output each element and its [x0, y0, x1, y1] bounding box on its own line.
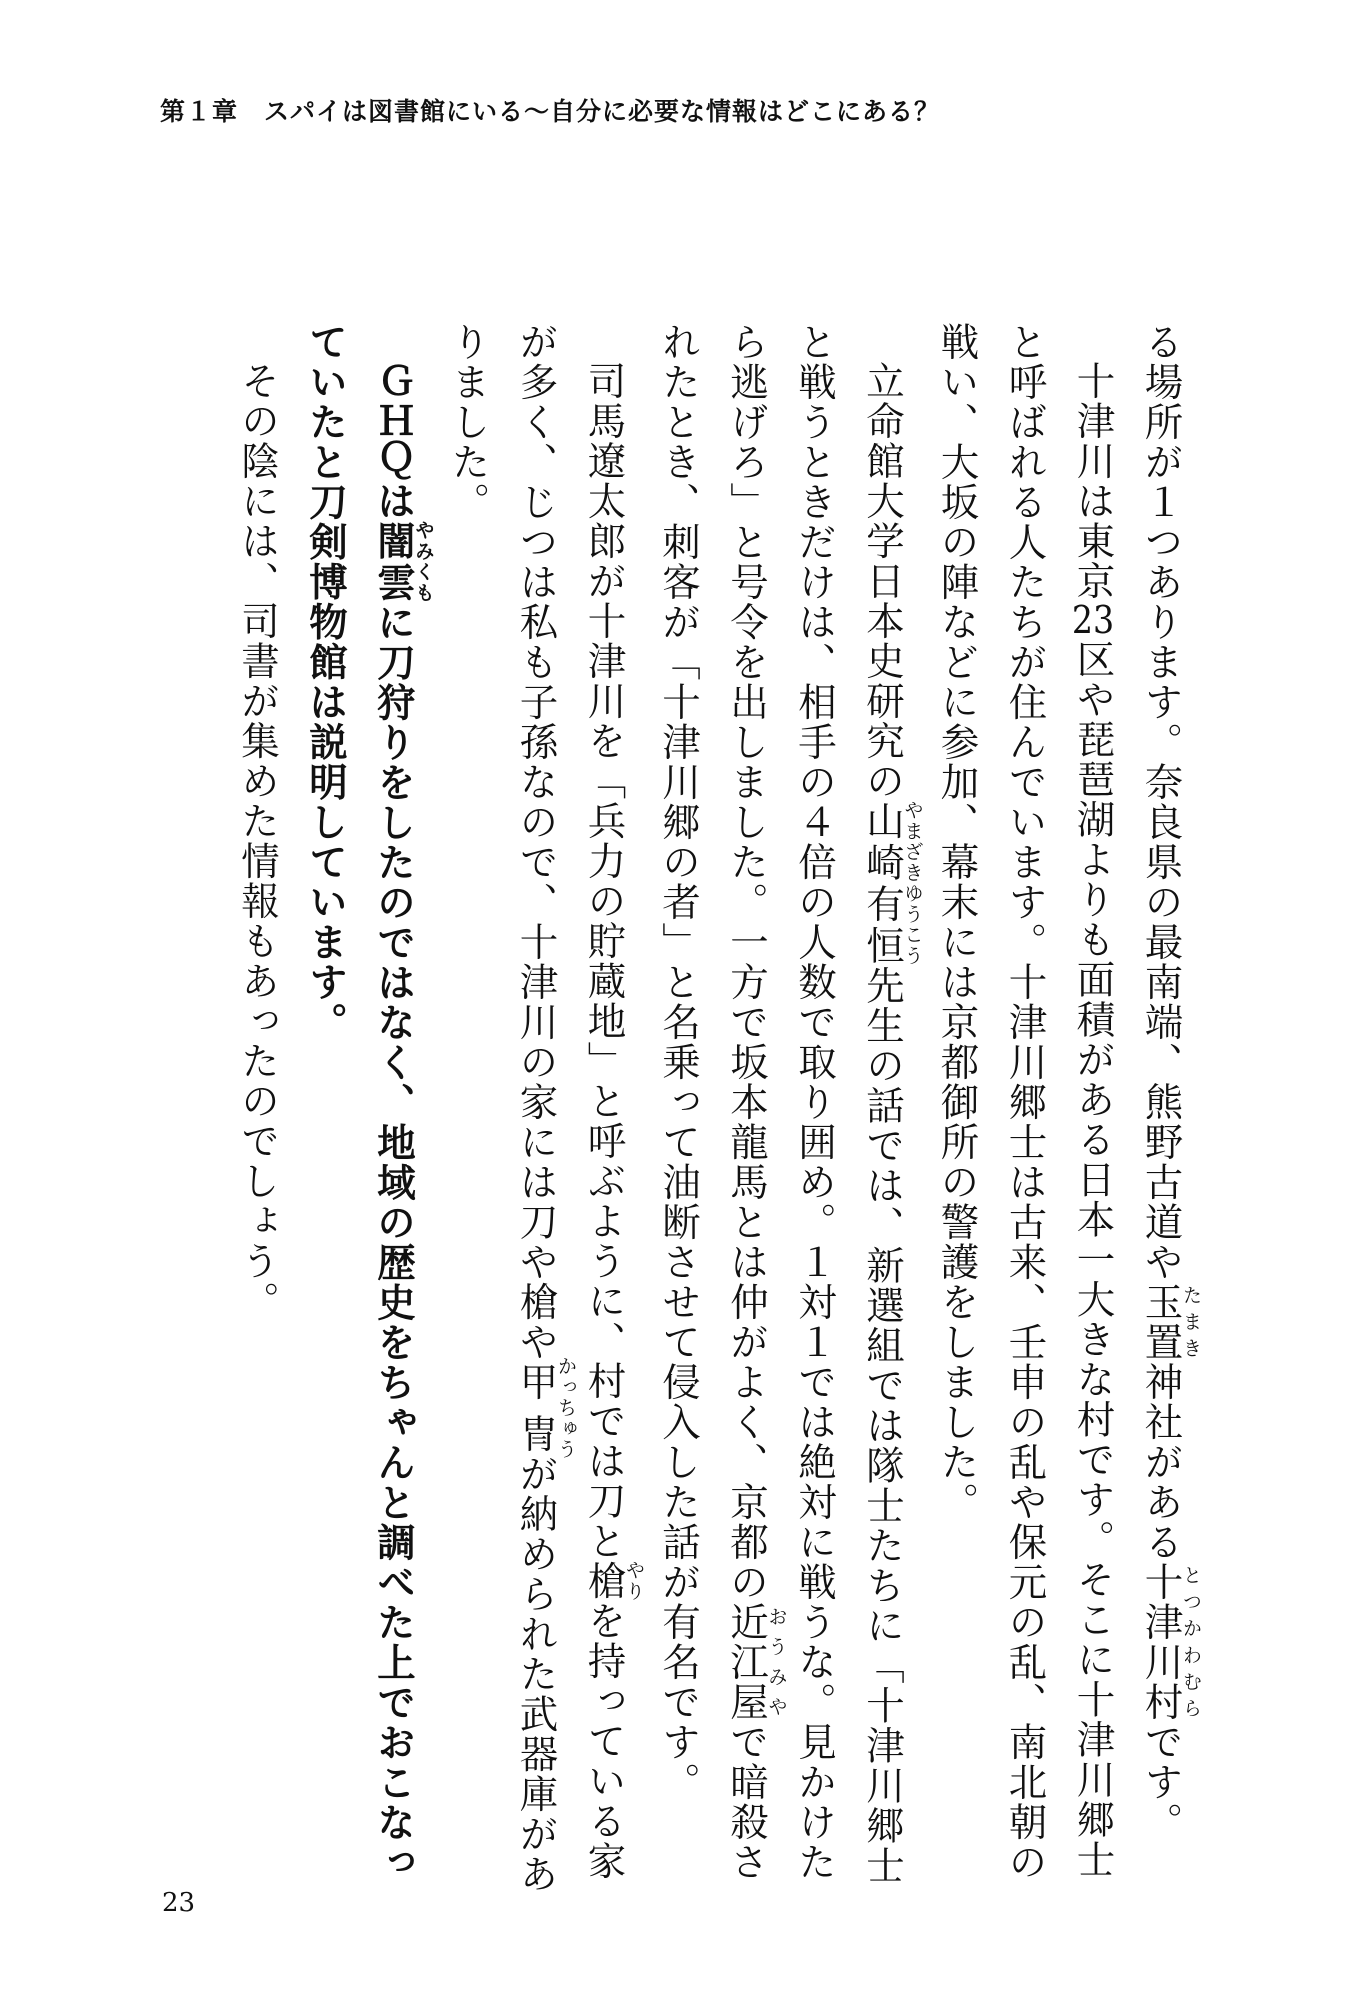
- running-head: 第１章 スパイは図書館にいる〜自分に必要な情報はどこにある？: [160, 97, 941, 126]
- page-number: 23: [162, 1888, 196, 1918]
- body-text: [101, 322, 1201, 1912]
- paragraph-2: 十津川は東京23区や琵琶湖よりも面積がある日本一大きな村です。そこに十津川郷士と呼ばれる人たちが住んでいます。十津川郷士は古来、壬申の乱や保元の乱、南北朝の戦い、大坂の陣などに参加、幕末には京都御所の警護をしました。: [934, 322, 1116, 1882]
- paragraph-4: 司馬遼太郎が十津川を「兵力の貯蔵地」と呼ぶように、村では刀と槍やりを持っている家が多く、じつは私も子孫なので、十津川の家には刀や槍や甲冑かっちゅうが納められた武器庫がありました。: [445, 322, 646, 1894]
- paragraph-6: その陰には、司書が集めた情報もあったのでしょう。: [235, 360, 280, 1321]
- paragraph-3: 立命館大学日本史研究の山崎有恒やまざきゆうこう先生の話では、新選組では隊士たちに「十津川郷士と戦うときだけは、相手の４倍の人数で取り囲め。１対１では絶対に戦うな。見かけたら逃げろ」と号令を出しました。一方で坂本龍馬とは仲がよく、京都の近江屋おうみやで暗殺されたとき、刺客が「十津川郷の者」と名乗って油断させて侵入した話が有名です。: [656, 322, 924, 1885]
- paragraph-5-emphasis: ＧＨＱは闇雲やみくもに刀狩りをしたのではなく、地域の歴史をちゃんと調べた上でおこなっていたと刀剣博物館は説明しています。: [303, 322, 435, 1882]
- paragraph-1: る場所が１つあります。奈良県の最南端、熊野古道や玉置たまき神社がある十津川村とつかわむらです。: [1138, 322, 1203, 1842]
